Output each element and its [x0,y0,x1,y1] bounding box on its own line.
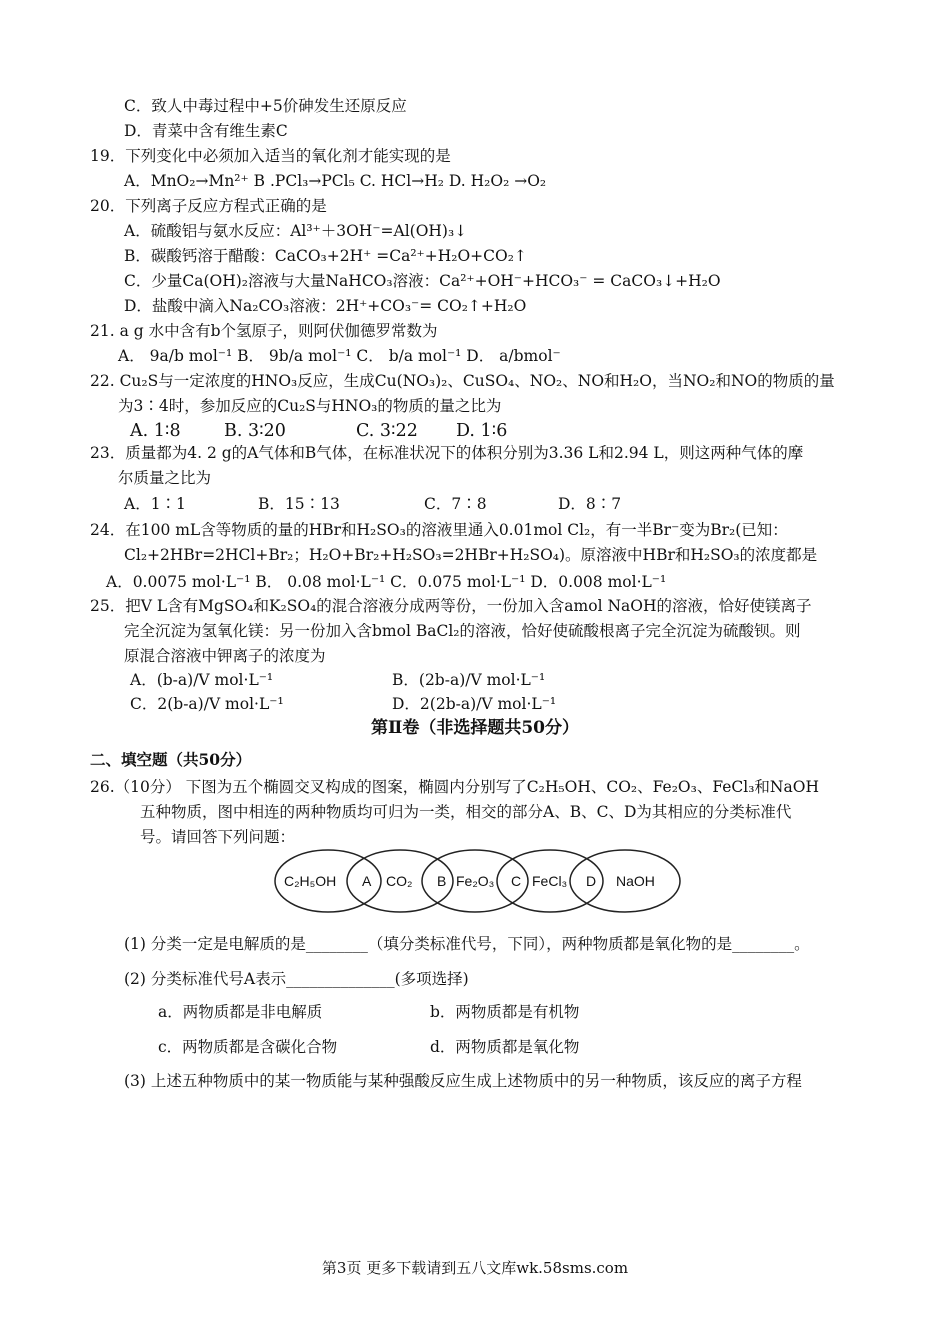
q22-option-c: C. 3∶22 [356,421,418,441]
diagram-code-b: B [437,873,447,889]
diagram-code-c: C [511,873,522,889]
q23-option-b: B．15∶13 [258,495,340,513]
q26-sub2: (2) 分类标准代号A表示______________(多项选择) [124,970,469,988]
q19-option-b: B .PCl₃→PCl₅ [253,172,355,190]
q25-line1: 25．把V L含有MgSO₄和K₂SO₄的混合溶液分成两等份，一份加入含amol NaOH的溶液，恰好使镁离子 [90,597,812,615]
diagram-code-a: A [362,873,372,889]
q20-option-b: B．碳酸钙溶于醋酸：CaCO₃+2H⁺ =Ca²⁺+H₂O+CO₂↑ [124,247,527,265]
q25-option-d: D．2(2b-a)/V mol·L⁻¹ [392,695,557,713]
q18-option-c: C．致人中毒过程中+5价砷发生还原反应 [124,97,407,115]
q25-option-a: A．(b-a)/V mol·L⁻¹ [130,671,274,689]
q23-option-a: A．1∶1 [124,495,186,513]
q25-line2: 完全沉淀为氢氧化镁：另一份加入含bmol BaCl₂的溶液，恰好使硫酸根离子完全沉淀为硫酸钡。则 [124,622,801,640]
diagram-label-naoh: NaOH [616,873,655,889]
diagram-label-fecl3: FeCl₃ [532,873,568,889]
q22-option-b: B. 3∶20 [224,421,286,441]
q24-line2: Cl₂+2HBr=2HCl+Br₂；H₂O+Br₂+H₂SO₃=2HBr+H₂SO₄)。原溶液中HBr和H₂SO₃的浓度都是 [124,546,818,564]
q23-line1: 23．质量都为4. 2 g的A气体和B气体，在标准状况下的体积分别为3.36 L和2.94 L，则这两种气体的摩 [90,444,804,462]
q19-options [124,171,546,191]
diagram-label-co2: CO₂ [386,873,413,889]
ellipse-classification-diagram [270,846,690,918]
diagram-label-c2h5oh: C₂H₅OH [284,873,337,889]
page-footer: 第3页 更多下载请到五八文库wk.58sms.com [321,1259,629,1277]
q25-line3: 原混合溶液中钾离子的浓度为 [124,647,326,665]
part2-title: 第Ⅱ卷（非选择题共50分） [371,718,579,738]
q22-line1: 22. Cu₂S与一定浓度的HNO₃反应，生成Cu(NO₃)₂、CuSO₄、NO₂、NO和H₂O，当NO₂和NO的物质的量 [90,372,835,390]
q19-option-c: C. HCl→H₂ [359,172,444,190]
q20-stem: 20．下列离子反应方程式正确的是 [90,197,327,215]
q26-sub1: (1) 分类一定是电解质的是________（填分类标准代号，下同），两种物质都是氧化物的是________。 [124,935,810,953]
q26-sub3: (3) 上述五种物质中的某一物质能与某种强酸反应生成上述物质中的另一种物质，该反应的离子方程 [124,1072,802,1090]
q22-option-d: D. 1∶6 [456,421,508,441]
q21-options: A． 9a/b mol⁻¹ B． 9b/a mol⁻¹ C． b/a mol⁻¹ D． a/bmol⁻ [118,347,561,365]
q23-option-c: C．7∶8 [424,495,487,513]
q26-choice-a: a．两物质都是非电解质 [158,1003,323,1021]
q19-option-a: A．MnO₂→Mn²⁺ [124,172,249,190]
q19-option-d: D. H₂O₂ →O₂ [448,172,547,190]
q22-option-a: A. 1∶8 [130,421,181,441]
q26-line2: 五种物质，图中相连的两种物质均可归为一类，相交的部分A、B、C、D为其相应的分类标准代 [140,803,792,821]
q18-option-d: D．青菜中含有维生素C [124,122,288,140]
q26-choice-d: d．两物质都是氧化物 [430,1038,580,1056]
q24-line1: 24．在100 mL含等物质的量的HBr和H₂SO₃的溶液里通入0.01mol Cl₂，有一半Br⁻变为Br₂(已知： [90,521,788,539]
q19-stem: 19．下列变化中必须加入适当的氧化剂才能实现的是 [90,147,451,165]
q26-choice-b: b．两物质都是有机物 [430,1003,580,1021]
q20-option-d: D．盐酸中滴入Na₂CO₃溶液：2H⁺+CO₃⁻= CO₂↑+H₂O [124,297,527,315]
q25-option-c: C．2(b-a)/V mol·L⁻¹ [130,695,284,713]
q21-stem: 21. a g 水中含有b个氢原子，则阿伏伽德罗常数为 [90,322,438,340]
section2-title: 二、填空题（共50分） [90,750,252,769]
q20-option-a: A．硫酸铝与氨水反应：Al³⁺＋3OH⁻=Al(OH)₃↓ [124,222,468,240]
q26-choice-c: c．两物质都是含碳化合物 [158,1038,338,1056]
q23-line2: 尔质量之比为 [118,469,212,487]
q25-option-b: B．(2b-a)/V mol·L⁻¹ [392,671,546,689]
diagram-code-d: D [586,873,597,889]
q26-line1: 26.（10分） 下图为五个椭圆交叉构成的图案，椭圆内分别写了C₂H₅OH、CO₂、Fe₂O₃、FeCl₃和NaOH [90,778,819,796]
q22-line2: 为3∶4时，参加反应的Cu₂S与HNO₃的物质的量之比为 [118,397,502,415]
q23-option-d: D．8∶7 [558,495,622,513]
q26-line3: 号。请回答下列问题： [140,828,296,846]
diagram-label-fe2o3: Fe₂O₃ [456,873,495,889]
q20-option-c: C．少量Ca(OH)₂溶液与大量NaHCO₃溶液：Ca²⁺+OH⁻+HCO₃⁻ = CaCO₃↓+H₂O [124,272,721,290]
q24-options: A．0.0075 mol·L⁻¹ B． 0.08 mol·L⁻¹ C．0.075 mol·L⁻¹ D．0.008 mol·L⁻¹ [106,573,667,591]
